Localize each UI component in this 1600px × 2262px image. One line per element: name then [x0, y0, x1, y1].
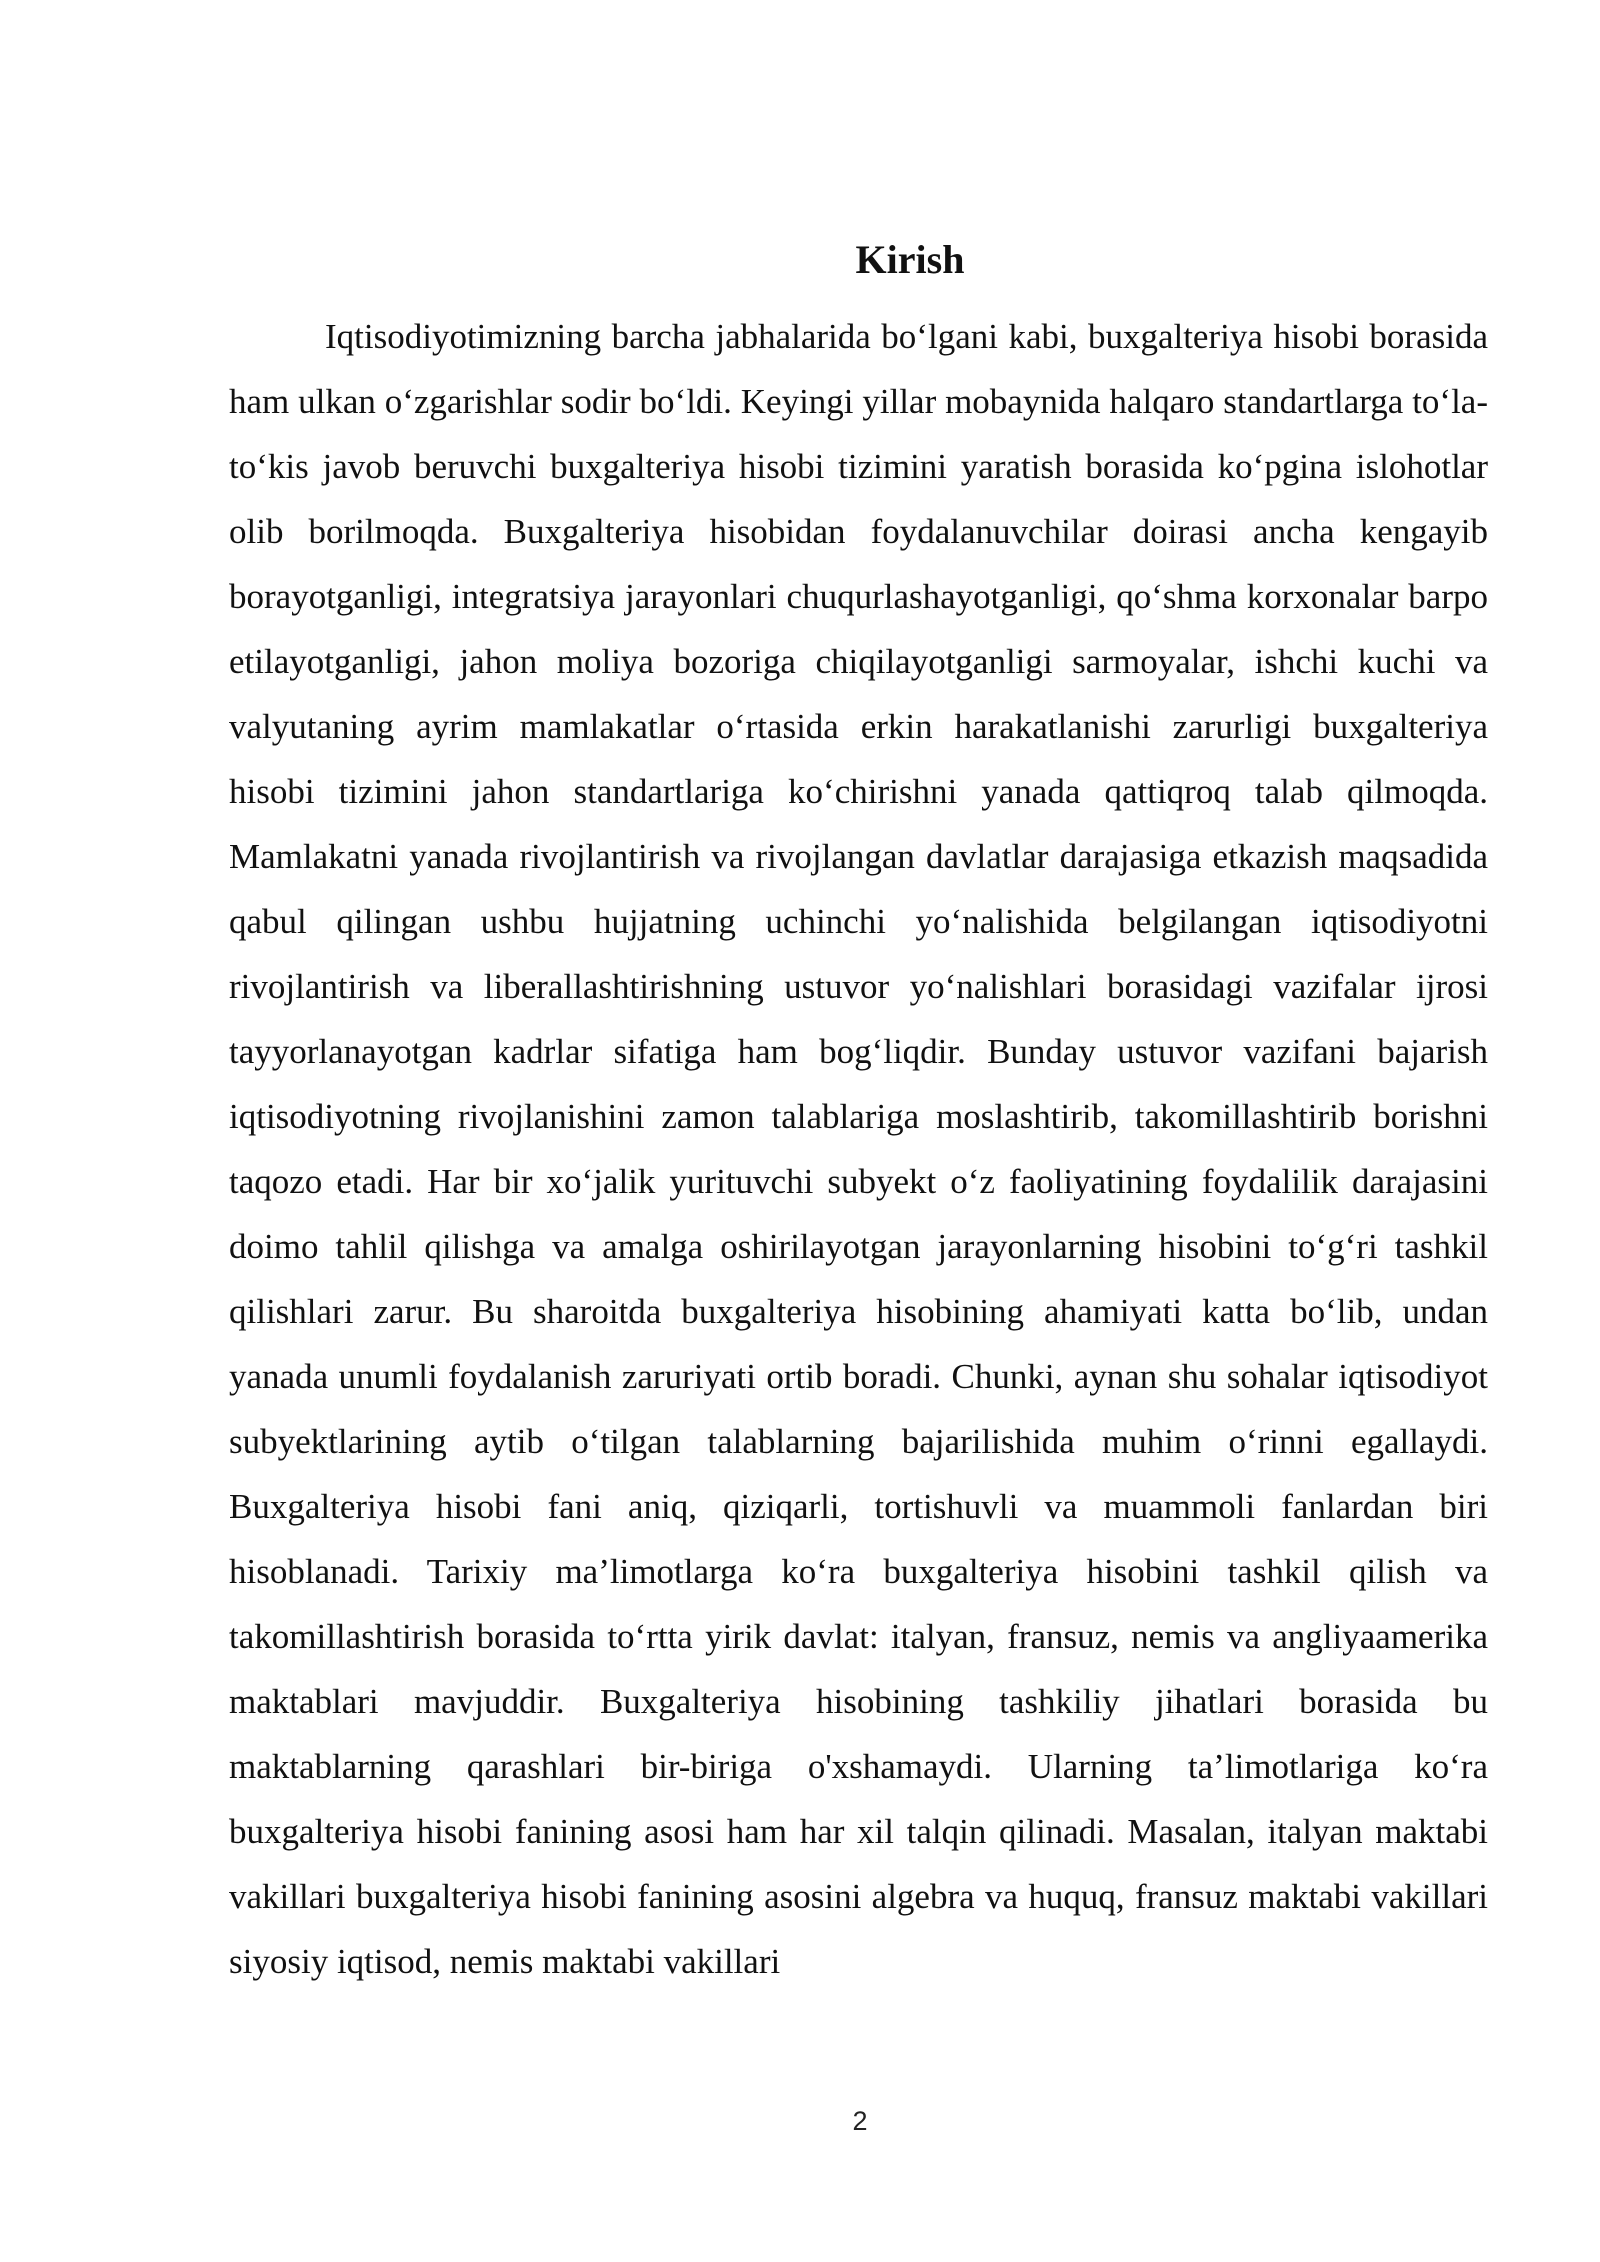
page-number: 2 — [852, 2106, 868, 2136]
page-title: Kirish — [855, 237, 965, 282]
body-paragraph: Iqtisodiyotimizning barcha jabhalarida bo‘lgani kabi, buxgalteriya hisobi borasida ham ulkan o‘zgarishlar sodir bo‘ldi. Keyingi yillar mobaynida halqaro standartlarga to‘la-to‘kis javob beruvchi buxgalteriya hisobi tizimini yaratish borasida ko‘pgina islohotlar olib borilmoqda. Buxgalteriya hisobidan foydalanuvchilar doirasi ancha kengayib borayotganligi, integratsiya jarayonlari chuqurlashayotganligi, qo‘shma korxonalar barpo etilayotganligi, jahon moliya bozoriga chiqilayotganligi sarmoyalar, ishchi kuchi va valyutaning ayrim mamlakatlar o‘rtasida erkin harakatlanishi zarurligi buxgalteriya hisobi tizimini jahon standartlariga ko‘chirishni yanada qattiqroq talab qilmoqda. Mamlakatni yanada rivojlantirish va rivojlangan davlatlar darajasiga etkazish maqsadida qabul qilingan ushbu hujjatning uchinchi yo‘nalishida belgilangan iqtisodiyotni rivojlantirish va liberallashtirishning ustuvor yo‘nalishlari borasidagi vazifalar ijrosi tayyorlanayotgan kadrlar sifatiga ham bog‘liqdir. Bunday ustuvor vazifani bajarish iqtisodiyotning rivojlanishini zamon talablariga moslashtirib, takomillashtirib borishni taqozo etadi. Har bir xo‘jalik yurituvchi subyekt o‘z faoliyatining foydalilik darajasini doimo tahlil qilishga va amalga oshirilayotgan jarayonlarning hisobini to‘g‘ri tashkil qilishlari zarur. Bu sharoitda buxgalteriya hisobining ahamiyati katta bo‘lib, undan yanada unumli foydalanish zaruriyati ortib boradi. Chunki, aynan shu sohalar iqtisodiyot subyektlarining aytib o‘tilgan talablarning bajarilishida muhim o‘rinni egallaydi. Buxgalteriya hisobi fani aniq, qiziqarli, tortishuvli va muammoli fanlardan biri hisoblanadi. Tarixiy ma’limotlarga ko‘ra buxgalteriya hisobini tashkil qilish va takomillashtirish borasida to‘rtta yirik davlat: italyan, fransuz, nemis va angliyaamerika maktablari mavjuddir. Buxgalteriya hisobining tashkiliy jihatlari borasida bu maktablarning qarashlari bir-biriga o'xshamaydi. Ularning ta’limotlariga ko‘ra buxgalteriya hisobi fanining asosi ham har xil talqin qilinadi. Masalan, italyan maktabi vakillari buxgalteriya hisobi fanining asosini algebra va huquq, fransuz maktabi vakillari siyosiy iqtisod, nemis maktabi vakillari — [229, 317, 1488, 1981]
